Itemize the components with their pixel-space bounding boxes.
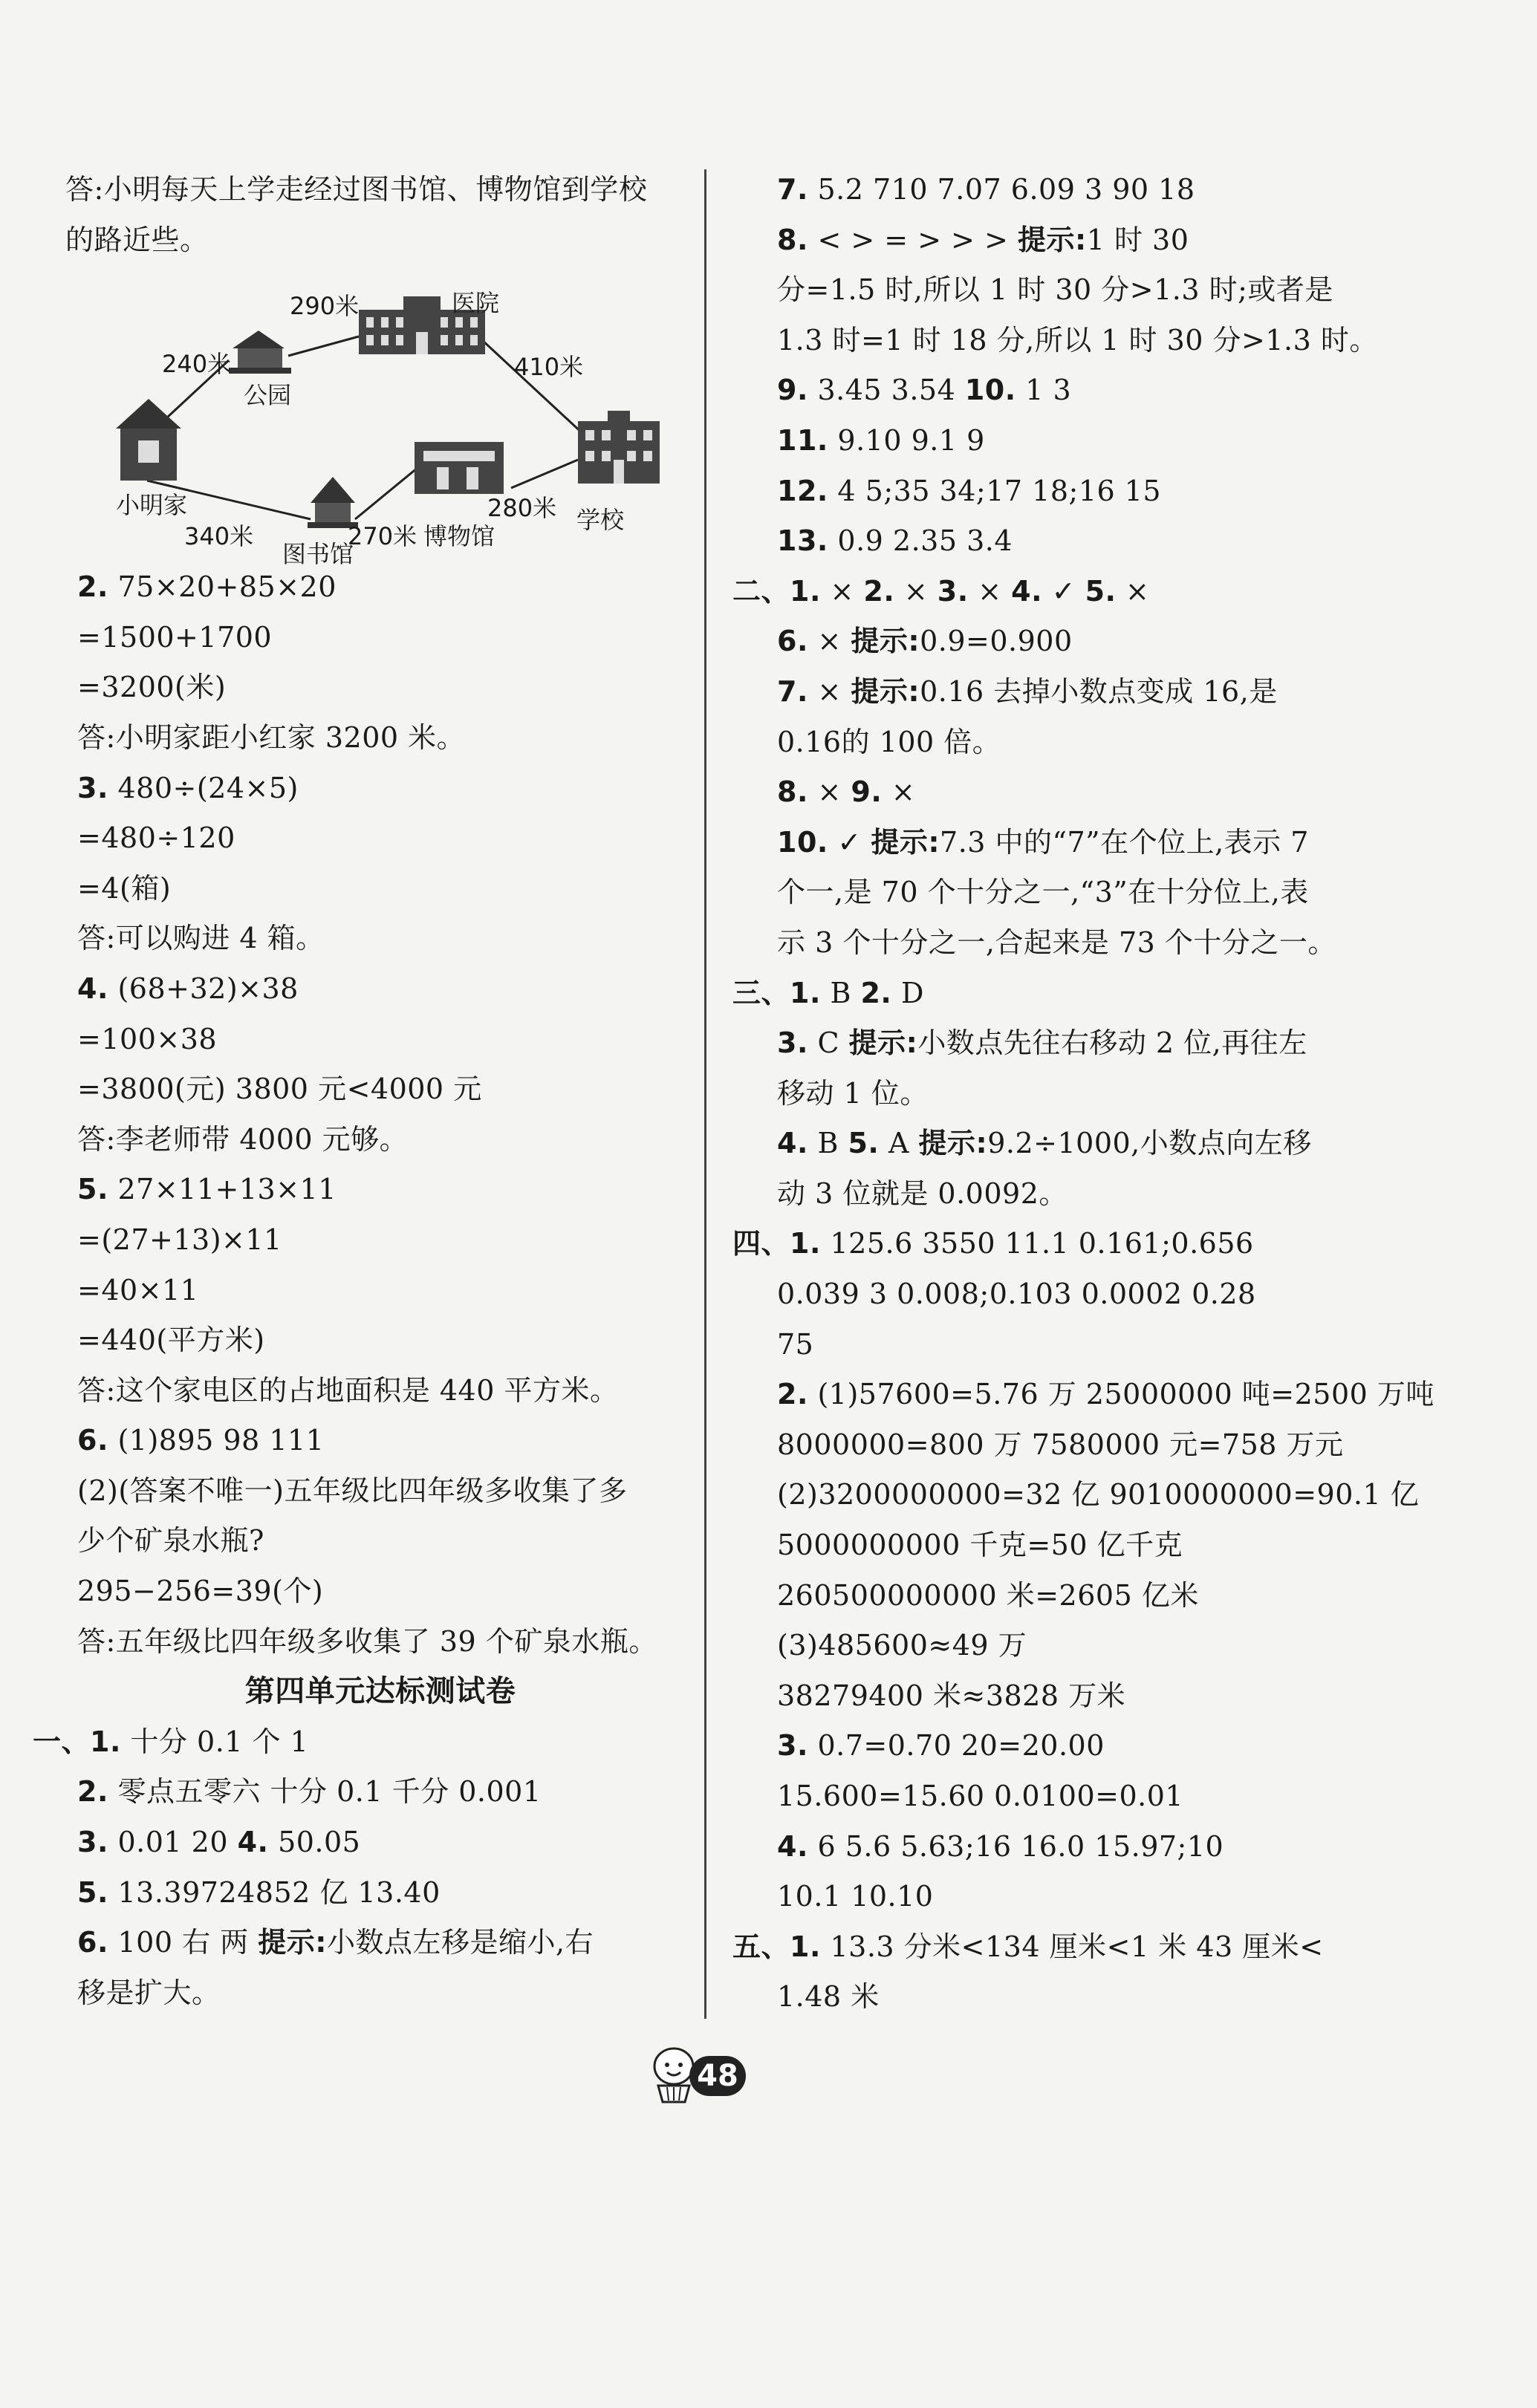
answer-line bbox=[765, 1018, 1434, 1069]
hint-label: 提示: bbox=[848, 1026, 918, 1060]
item-number: 2. bbox=[777, 1378, 808, 1411]
item-number: 3. bbox=[777, 1026, 808, 1060]
route-library-museum bbox=[355, 464, 422, 519]
distance-library-museum: 270米 bbox=[348, 522, 417, 551]
answer-text: 15.600=15.60 0.0100=0.01 bbox=[777, 1780, 1184, 1812]
answer-line bbox=[65, 1868, 695, 1919]
answer-line bbox=[732, 1922, 1434, 1973]
answer-line bbox=[65, 1215, 695, 1266]
answer-text: =440(平方米) bbox=[77, 1324, 265, 1357]
item-number: 4. bbox=[777, 1829, 808, 1863]
answer-line bbox=[765, 1771, 1434, 1822]
answer-text: =40×11 bbox=[77, 1273, 199, 1306]
answer-text: 7.3 中的“7”在个位上,表示 7 bbox=[940, 825, 1309, 859]
item-number: 5. bbox=[77, 1173, 108, 1206]
answer-line bbox=[765, 1721, 1434, 1771]
answer-line bbox=[732, 969, 1434, 1019]
answer-text: 9.10 9.1 9 bbox=[828, 423, 985, 457]
answer-line bbox=[65, 1416, 695, 1466]
item-number: 12. bbox=[777, 474, 828, 507]
answer-line bbox=[65, 663, 695, 713]
answer-text: 260500000000 米=2605 亿米 bbox=[777, 1578, 1199, 1612]
item-number: 10. bbox=[777, 825, 828, 859]
item-number: 4. bbox=[77, 972, 108, 1005]
item-number: 五、1. bbox=[732, 1930, 821, 1963]
answer-line bbox=[765, 868, 1434, 918]
answer-text: ✓ bbox=[828, 825, 871, 859]
answer-text: 动 3 位就是 0.0092。 bbox=[777, 1177, 1068, 1210]
hint-label: 提示: bbox=[918, 1127, 988, 1160]
answer-text: 答:五年级比四年级多收集了 39 个矿泉水瓶。 bbox=[77, 1624, 657, 1658]
item-number: 5. bbox=[77, 1875, 108, 1909]
answer-line bbox=[765, 1470, 1434, 1520]
answer-line: 答:小明每天上学走经过图书馆、博物馆到学校 bbox=[65, 173, 648, 206]
answer-line bbox=[65, 562, 695, 613]
answer-line bbox=[65, 1466, 695, 1517]
column-divider bbox=[704, 169, 706, 2019]
park-icon bbox=[229, 331, 291, 374]
item-number: 三、1. bbox=[732, 976, 821, 1009]
answer-text: 分=1.5 时,所以 1 时 30 分>1.3 时;或者是 bbox=[777, 273, 1333, 307]
answer-text: × bbox=[820, 574, 864, 608]
answer-text: A bbox=[879, 1127, 919, 1160]
answer-line bbox=[65, 813, 695, 864]
answer-text: =(27+13)×11 bbox=[77, 1223, 282, 1256]
answer-line bbox=[65, 1617, 695, 1667]
route-museum-school bbox=[511, 460, 578, 488]
hint-label: 提示: bbox=[1017, 223, 1087, 256]
answer-text: C bbox=[808, 1026, 849, 1060]
answer-text: 1.48 米 bbox=[777, 1980, 880, 2014]
answer-text: 3.45 3.54 bbox=[808, 374, 965, 407]
answer-line bbox=[65, 1315, 695, 1366]
label-home: 小明家 bbox=[116, 491, 188, 520]
answer-line bbox=[65, 864, 695, 914]
right-answer-list bbox=[732, 165, 1434, 2023]
hint-label: 提示: bbox=[871, 825, 940, 859]
answer-text: 6 5.6 5.63;16 16.0 15.97;10 bbox=[808, 1829, 1224, 1863]
item-number: 四、1. bbox=[732, 1227, 821, 1260]
item-number: 3. bbox=[77, 771, 108, 804]
answer-text: 38279400 米≈3828 万米 bbox=[777, 1679, 1126, 1712]
answer-line bbox=[765, 165, 1434, 215]
answer-text: =1500+1700 bbox=[77, 620, 273, 654]
answer-text: 0.01 20 bbox=[108, 1826, 238, 1859]
answer-text: 13.3 分米<134 厘米<1 米 43 厘米< bbox=[820, 1930, 1324, 1963]
label-library: 图书馆 bbox=[282, 540, 354, 569]
answer-text: 小数点左移是缩小,右 bbox=[326, 1926, 594, 1959]
left-answer-list bbox=[65, 562, 695, 1667]
answer-text: 移是扩大。 bbox=[77, 1976, 221, 2009]
answer-line bbox=[65, 1566, 695, 1617]
answer-text: 75×20+85×20 bbox=[108, 570, 337, 604]
answer-text: × bbox=[894, 574, 938, 608]
item-number: 8. bbox=[777, 223, 808, 256]
label-park: 公园 bbox=[244, 381, 292, 410]
answer-text: 1.3 时=1 时 18 分,所以 1 时 30 分>1.3 时。 bbox=[777, 323, 1378, 357]
route-map-diagram bbox=[65, 265, 695, 569]
answer-text: 少个矿泉水瓶? bbox=[77, 1524, 264, 1558]
item-number: 2. bbox=[77, 1775, 108, 1809]
item-number: 6. bbox=[77, 1424, 108, 1457]
school-icon bbox=[578, 411, 660, 484]
answer-line bbox=[732, 567, 1434, 617]
answer-line bbox=[65, 613, 695, 663]
item-number: 2. bbox=[860, 976, 892, 1009]
answer-text: 50.05 bbox=[268, 1826, 361, 1859]
answer-line bbox=[65, 1015, 695, 1065]
left-column bbox=[33, 165, 695, 2018]
answer-line bbox=[65, 1366, 695, 1416]
answer-text: D bbox=[891, 976, 924, 1009]
answer-line bbox=[765, 1520, 1434, 1571]
answer-text: < > = > > > bbox=[808, 223, 1018, 256]
answer-line bbox=[765, 1621, 1434, 1671]
answer-line bbox=[765, 265, 1434, 316]
item-number: 一、1. bbox=[33, 1725, 121, 1758]
museum-icon bbox=[415, 442, 504, 494]
answer-line bbox=[765, 215, 1434, 266]
item-number: 13. bbox=[777, 524, 828, 558]
home-icon bbox=[116, 399, 181, 481]
answer-text: (3)485600≈49 万 bbox=[777, 1629, 1027, 1662]
answer-text: =100×38 bbox=[77, 1022, 218, 1055]
answer-line bbox=[765, 1420, 1434, 1471]
answer-text: 移动 1 位。 bbox=[777, 1076, 929, 1110]
answer-text: (68+32)×38 bbox=[108, 972, 299, 1005]
answer-text: 100 右 两 bbox=[108, 1926, 259, 1959]
item-number: 11. bbox=[777, 423, 828, 457]
answer-text: (2)(答案不唯一)五年级比四年级多收集了多 bbox=[77, 1474, 628, 1507]
answer-text: 答:可以购进 4 箱。 bbox=[77, 922, 325, 955]
item-number: 7. bbox=[777, 173, 808, 206]
answer-text: 5000000000 千克=50 亿千克 bbox=[777, 1529, 1183, 1562]
answer-line bbox=[765, 818, 1434, 868]
answer-line bbox=[65, 764, 695, 814]
answer-line bbox=[765, 516, 1434, 567]
answer-line bbox=[765, 1269, 1434, 1320]
item-number: 6. bbox=[77, 1926, 108, 1959]
answer-text: 0.039 3 0.008;0.103 0.0002 0.28 bbox=[777, 1278, 1256, 1311]
answer-text: 10.1 10.10 bbox=[777, 1880, 934, 1913]
answer-text: 个一,是 70 个十分之一,“3”在十分位上,表 bbox=[777, 876, 1309, 909]
page-number-badge bbox=[646, 2044, 750, 2106]
hint-label: 提示: bbox=[851, 674, 920, 708]
answer-text: B bbox=[820, 976, 861, 1009]
answer-line bbox=[765, 717, 1434, 768]
answer-text: × bbox=[808, 625, 851, 658]
answer-text: 8000000=800 万 7580000 元=758 万元 bbox=[777, 1428, 1344, 1461]
answer-text: 480÷(24×5) bbox=[108, 771, 299, 804]
label-museum: 博物馆 bbox=[423, 522, 495, 551]
answer-line bbox=[765, 1119, 1434, 1169]
answer-text: 0.9 2.35 3.4 bbox=[828, 524, 1013, 558]
item-number: 5. bbox=[1085, 574, 1117, 608]
answer-line bbox=[765, 1822, 1434, 1872]
answer-line bbox=[65, 914, 695, 964]
answer-line bbox=[765, 767, 1434, 818]
label-school: 学校 bbox=[576, 506, 625, 535]
answer-line bbox=[765, 316, 1434, 366]
answer-text: 小数点先往右移动 2 位,再往左 bbox=[917, 1026, 1307, 1060]
answer-line bbox=[65, 1968, 695, 2019]
answer-line bbox=[765, 1671, 1434, 1722]
answer-text: × bbox=[882, 775, 916, 809]
answer-text: 125.6 3550 11.1 0.161;0.656 bbox=[820, 1227, 1254, 1260]
answer-text: 示 3 个十分之一,合起来是 73 个十分之一。 bbox=[777, 925, 1336, 959]
answer-text: 5.2 710 7.07 6.09 3 90 18 bbox=[808, 173, 1195, 206]
answer-text: (1)895 98 111 bbox=[108, 1424, 325, 1457]
answer-line bbox=[765, 667, 1434, 717]
route-park-hospital bbox=[288, 336, 359, 356]
answer-line bbox=[765, 918, 1434, 969]
answer-text: × bbox=[808, 674, 851, 708]
answer-line bbox=[765, 1069, 1434, 1119]
item-number: 2. bbox=[863, 574, 895, 608]
answer-line bbox=[765, 1320, 1434, 1370]
item-number: 9. bbox=[777, 374, 808, 407]
answer-text: (1)57600=5.76 万 25000000 吨=2500 万吨 bbox=[808, 1378, 1434, 1411]
answer-text: =3200(米) bbox=[77, 671, 227, 704]
distance-park-hospital: 290米 bbox=[290, 292, 360, 321]
answer-line bbox=[65, 1115, 695, 1165]
item-number: 5. bbox=[848, 1127, 880, 1160]
answer-text: =4(箱) bbox=[77, 871, 172, 905]
item-number: 7. bbox=[777, 674, 808, 708]
hint-label: 提示: bbox=[851, 625, 920, 658]
answer-line bbox=[65, 1918, 695, 1968]
item-number: 2. bbox=[77, 570, 108, 604]
distance-home-park: 240米 bbox=[162, 350, 232, 379]
answer-text: 1 3 bbox=[1016, 374, 1072, 407]
answer-text: B bbox=[808, 1127, 848, 1160]
answer-text: 答:小明家距小红家 3200 米。 bbox=[77, 720, 466, 754]
answer-text: 4 5;35 34;17 18;16 15 bbox=[828, 474, 1162, 507]
answer-line bbox=[765, 1571, 1434, 1621]
item-number: 3. bbox=[937, 574, 969, 608]
answer-text: 295−256=39(个) bbox=[77, 1575, 324, 1608]
answer-text: 答:李老师带 4000 元够。 bbox=[77, 1122, 409, 1156]
answer-text: 答:这个家电区的占地面积是 440 平方米。 bbox=[77, 1373, 619, 1407]
distance-museum-school: 280米 bbox=[487, 494, 557, 523]
answer-line bbox=[732, 1219, 1434, 1269]
answer-text: × bbox=[968, 574, 1012, 608]
answer-text: =480÷120 bbox=[77, 821, 235, 855]
section-title: 第四单元达标测试卷 bbox=[244, 1674, 516, 1709]
unit-test-answers bbox=[33, 1717, 695, 2019]
answer-text: × bbox=[1116, 574, 1150, 608]
answer-text: 0.16 去掉小数点变成 16,是 bbox=[920, 674, 1278, 708]
distance-hospital-school: 410米 bbox=[514, 353, 584, 382]
answer-line bbox=[765, 1872, 1434, 1922]
answer-line bbox=[765, 1972, 1434, 2023]
answer-line bbox=[65, 1064, 695, 1115]
answer-line bbox=[65, 1767, 695, 1818]
distance-home-library: 340米 bbox=[184, 522, 254, 551]
item-number: 4. bbox=[777, 1127, 808, 1160]
answer-text: (2)3200000000=32 亿 9010000000=90.1 亿 bbox=[777, 1478, 1420, 1511]
answer-line bbox=[765, 616, 1434, 667]
answer-text: × bbox=[808, 775, 851, 809]
answer-text: 1 时 30 bbox=[1086, 223, 1189, 256]
item-number: 6. bbox=[777, 625, 808, 658]
item-number: 二、1. bbox=[732, 574, 821, 608]
item-number: 4. bbox=[1011, 574, 1043, 608]
answer-line bbox=[765, 365, 1434, 416]
right-column bbox=[732, 165, 1434, 2023]
label-hospital: 医院 bbox=[452, 289, 500, 318]
answer-line bbox=[765, 1169, 1434, 1220]
page-number: 48 bbox=[689, 2056, 746, 2096]
answer-line bbox=[65, 1165, 695, 1215]
item-number: 10. bbox=[964, 374, 1016, 407]
answer-text: 9.2÷1000,小数点向左移 bbox=[987, 1127, 1312, 1160]
answer-line bbox=[765, 466, 1434, 517]
answer-line bbox=[765, 416, 1434, 466]
answer-line bbox=[765, 1370, 1434, 1420]
answer-text: 0.7=0.70 20=20.00 bbox=[808, 1729, 1105, 1763]
answer-text: 十分 0.1 个 1 bbox=[120, 1725, 309, 1758]
answer-text: 0.16的 100 倍。 bbox=[777, 725, 1001, 758]
answer-line bbox=[65, 1818, 695, 1868]
item-number: 4. bbox=[237, 1826, 269, 1859]
answer-text: 75 bbox=[777, 1327, 814, 1361]
answer-text: ✓ bbox=[1042, 574, 1085, 608]
answer-text: 零点五零六 十分 0.1 千分 0.001 bbox=[108, 1775, 542, 1809]
item-number: 8. bbox=[777, 775, 808, 809]
hint-label: 提示: bbox=[258, 1926, 327, 1959]
item-number: 3. bbox=[777, 1729, 808, 1763]
answer-line bbox=[65, 964, 695, 1015]
answer-text: 27×11+13×11 bbox=[108, 1173, 337, 1206]
answer-text: =3800(元) 3800 元<4000 元 bbox=[77, 1073, 482, 1106]
answer-line: 的路近些。 bbox=[65, 223, 209, 256]
answer-line bbox=[33, 1717, 695, 1768]
answer-line bbox=[65, 1516, 695, 1566]
answer-line bbox=[65, 1266, 695, 1316]
item-number: 9. bbox=[851, 775, 883, 809]
answer-text: 0.9=0.900 bbox=[920, 625, 1073, 658]
answer-text: 13.39724852 亿 13.40 bbox=[108, 1875, 441, 1909]
item-number: 3. bbox=[77, 1826, 108, 1859]
answer-line bbox=[65, 713, 695, 764]
